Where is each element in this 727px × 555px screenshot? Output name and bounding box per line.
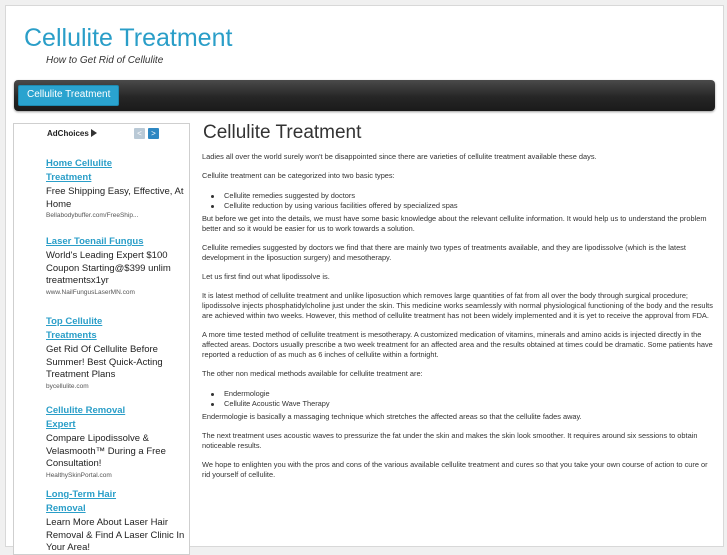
list-item: Cellulite reduction by using various facilities offered by specialized spas — [202, 201, 715, 211]
paragraph: But before we get into the details, we must have some basic knowledge about the relevant cellulite information. It would help us to understand the problem better and so it would be easier for us to work towards a solution. — [202, 214, 707, 233]
ad-body: Free Shipping Easy, Effective, At Home — [46, 186, 184, 210]
article-title: Cellulite Treatment — [203, 122, 362, 143]
ad-url[interactable]: bycellulite.com — [46, 382, 89, 390]
paragraph: A more time tested method of cellulite treatment is mesotherapy. A customized medication of vitamins, minerals and amino acids is injected directly in the affected areas. Doctors usually prescribe a two week treatment for an affected area and the results obtained at times could be dramatic. Some patients have reported a reduction of as much as 6 inches of cellulite within a fortnight. — [202, 330, 713, 359]
adchoices-link[interactable] — [47, 128, 97, 139]
adchoices-label: AdChoices — [47, 129, 89, 138]
ad-url[interactable]: www.NailFungusLaserMN.com — [46, 288, 135, 296]
ad-next-button[interactable]: > — [148, 128, 159, 139]
ad-item — [46, 488, 186, 555]
page — [5, 5, 724, 553]
list-item: Cellulite remedies suggested by doctors — [202, 191, 715, 201]
sidebar-ads — [13, 123, 190, 555]
paragraph: It is latest method of cellulite treatment and unlike liposuction which removes large quantities of fat from all over the body through surgical procedure; lipodissolve injects phosphatidylcholine just under the skin. This medicine works seamlessly with normal physiological functioning of the body and the results are achieved within two weeks. However, this method of cellulite treatment has not been widely implemented and it is yet to receive the approval from FDA. — [202, 291, 713, 320]
ad-body: World's Leading Expert $100 Coupon Starting@$399 unlim treatmentsx1yr — [46, 250, 171, 286]
nav-tab-cellulite-treatment[interactable]: Cellulite Treatment — [18, 85, 119, 106]
paragraph: The other non medical methods available for cellulite treatment are: — [202, 369, 423, 378]
ad-title-link[interactable] — [46, 157, 186, 185]
ad-title-link[interactable] — [46, 235, 186, 249]
ad-title-line: Top Cellulite — [46, 316, 103, 327]
site-title[interactable]: Cellulite Treatment — [24, 24, 233, 52]
treatment-types-list — [202, 191, 715, 211]
paragraph: Endermologie is basically a massaging technique which stretches the affected areas so that the cellulite fades away. — [202, 412, 582, 421]
ad-title-link[interactable] — [46, 404, 186, 432]
site-tagline: How to Get Rid of Cellulite — [46, 55, 164, 66]
ad-body: Compare Lipodissolve & Velasmooth™ During a Free Consultation! — [46, 433, 166, 469]
non-medical-methods-list — [202, 389, 715, 409]
ad-url[interactable]: Bellabodybuffer.com/FreeShip... — [46, 212, 139, 219]
ad-title-line: Treatment — [46, 172, 92, 183]
ad-title-line: Cellulite Removal — [46, 405, 126, 416]
ad-body: Learn More About Laser Hair Removal & Find A Laser Clinic In Your Area! — [46, 517, 185, 553]
nav-bar — [14, 80, 715, 111]
ad-title-line: Long-Term Hair — [46, 489, 117, 500]
list-item: Cellulite Acoustic Wave Therapy — [202, 399, 715, 409]
paragraph: The next treatment uses acoustic waves to pressurize the fat under the skin and makes the skin look smoother. It requires around six sessions to obtain noticeable results. — [202, 431, 698, 450]
paragraph: Ladies all over the world surely won't be disappointed since there are varieties of cellulite treatment available these days. — [202, 152, 597, 161]
ad-title-link[interactable] — [46, 315, 186, 343]
ad-title-line: Laser Toenail Fungus — [46, 236, 144, 247]
ad-title-line: Removal — [46, 503, 86, 514]
ad-item — [46, 404, 186, 481]
ad-title-line: Home Cellulite — [46, 158, 112, 169]
article — [202, 120, 715, 480]
paragraph: Cellulite treatment can be categorized into two basic types: — [202, 171, 395, 180]
adchoices-icon — [91, 129, 97, 137]
ad-prev-button[interactable]: < — [134, 128, 145, 139]
ad-url[interactable]: HealthySkinPortal.com — [46, 471, 112, 479]
ad-item — [46, 315, 186, 392]
ad-title-link[interactable] — [46, 488, 186, 516]
ad-item — [46, 157, 186, 221]
paragraph: We hope to enlighten you with the pros and cons of the various available cellulite treatment and cures so that you take your own course of action to cure or rid yourself of cellulite. — [202, 460, 708, 479]
ad-item — [46, 235, 186, 298]
ad-title-line: Treatments — [46, 330, 97, 341]
ad-title-line: Expert — [46, 419, 76, 430]
paragraph: Cellulite remedies suggested by doctors we find that there are mainly two types of treatments available, and they are lipodissolve (which is the latest development in the liposuction surgery) and mesotherapy. — [202, 243, 686, 262]
paragraph: Let us first find out what lipodissolve is. — [202, 272, 330, 281]
list-item: Endermologie — [202, 389, 715, 399]
ad-body: Get Rid Of Cellulite Before Summer! Best Quick-Acting Treatment Plans — [46, 344, 163, 380]
